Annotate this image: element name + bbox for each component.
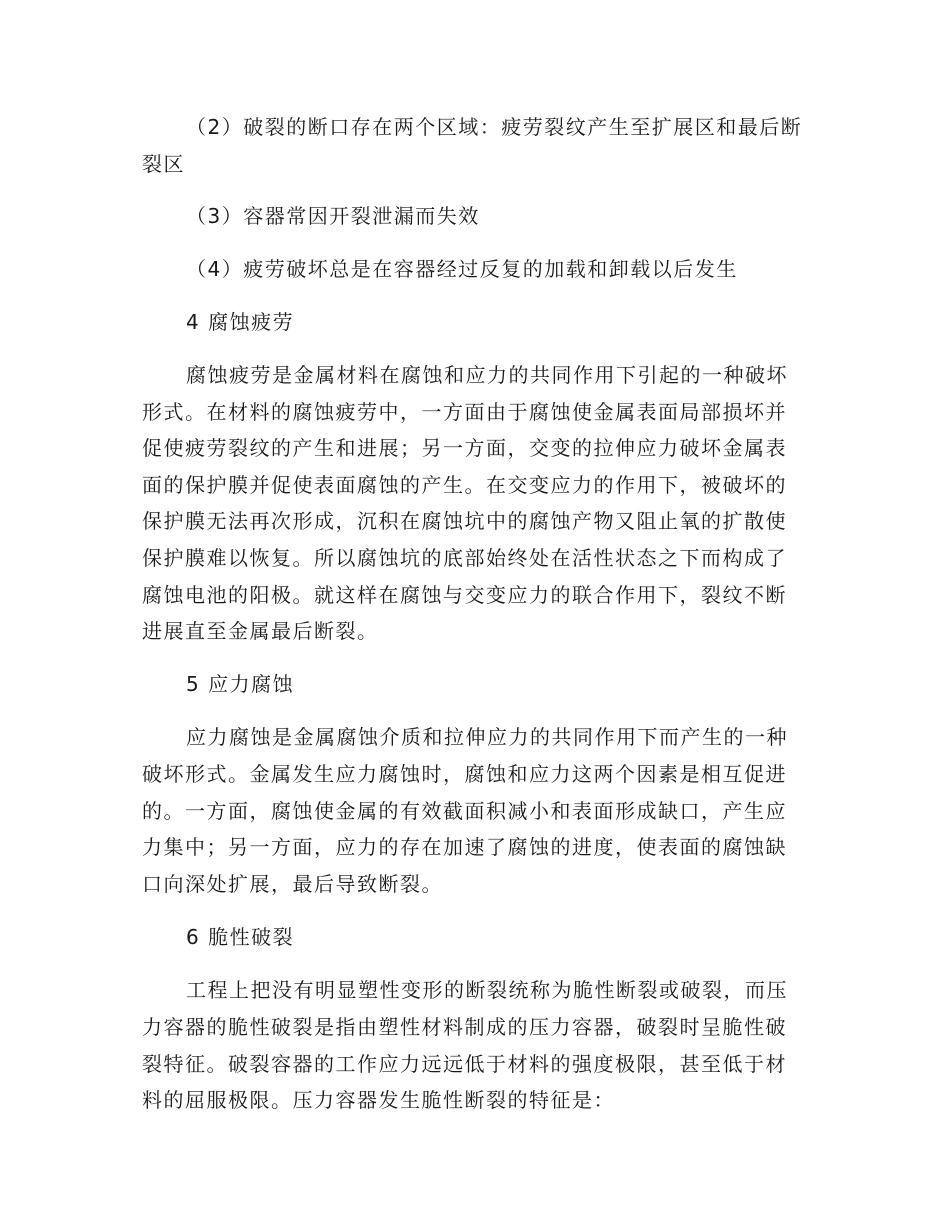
paragraph-line: 破坏形式。金属发生应力腐蚀时，腐蚀和应力这两个因素是相互促进 [142,762,787,786]
list-item-2-line-2: 裂区 [142,152,185,176]
section-heading-5: 5 应力腐蚀 [186,672,295,696]
section-heading-4: 4 腐蚀疲劳 [186,310,295,334]
paragraph-line: 形式。在材料的腐蚀疲劳中，一方面由于腐蚀使金属表面局部损坏并 [142,400,787,424]
paragraph-line: 的。一方面，腐蚀使金属的有效截面积减小和表面形成缺口，产生应 [142,799,787,823]
list-item-3: （3）容器常因开裂泄漏而失效 [186,204,480,228]
paragraph-line: 腐蚀疲劳是金属材料在腐蚀和应力的共同作用下引起的一种破坏 [186,363,788,387]
list-item-2-line-1: （2）破裂的断口存在两个区域：疲劳裂纹产生至扩展区和最后断 [186,115,803,139]
paragraph-line: 保护膜无法再次形成，沉积在腐蚀坑中的腐蚀产物又阻止氧的扩散使 [142,509,787,533]
paragraph-line: 腐蚀电池的阳极。就这样在腐蚀与交变应力的联合作用下，裂纹不断 [142,583,787,607]
paragraph-line: 保护膜难以恢复。所以腐蚀坑的底部始终处在活性状态之下而构成了 [142,546,787,570]
section-heading-6: 6 脆性破裂 [186,925,295,949]
paragraph-line: 面的保护膜并促使表面腐蚀的产生。在交变应力的作用下，被破坏的 [142,473,787,497]
paragraph-line: 工程上把没有明显塑性变形的断裂统称为脆性断裂或破裂，而压 [186,978,788,1002]
paragraph-line: 应力腐蚀是金属腐蚀介质和拉伸应力的共同作用下而产生的一种 [186,725,788,749]
paragraph-line: 裂特征。破裂容器的工作应力远远低于材料的强度极限，甚至低于材 [142,1052,787,1076]
paragraph-line: 料的屈服极限。压力容器发生脆性断裂的特征是： [142,1088,615,1112]
paragraph-line: 力容器的脆性破裂是指由塑性材料制成的压力容器，破裂时呈脆性破 [142,1015,787,1039]
paragraph-line: 口向深处扩展，最后导致断裂。 [142,872,443,896]
paragraph-line: 促使疲劳裂纹的产生和进展；另一方面，交变的拉伸应力破坏金属表 [142,436,787,460]
paragraph-line: 力集中；另一方面，应力的存在加速了腐蚀的进度，使表面的腐蚀缺 [142,835,787,859]
paragraph-line: 进展直至金属最后断裂。 [142,619,379,643]
list-item-4: （4）疲劳破坏总是在容器经过反复的加载和卸载以后发生 [186,257,738,281]
